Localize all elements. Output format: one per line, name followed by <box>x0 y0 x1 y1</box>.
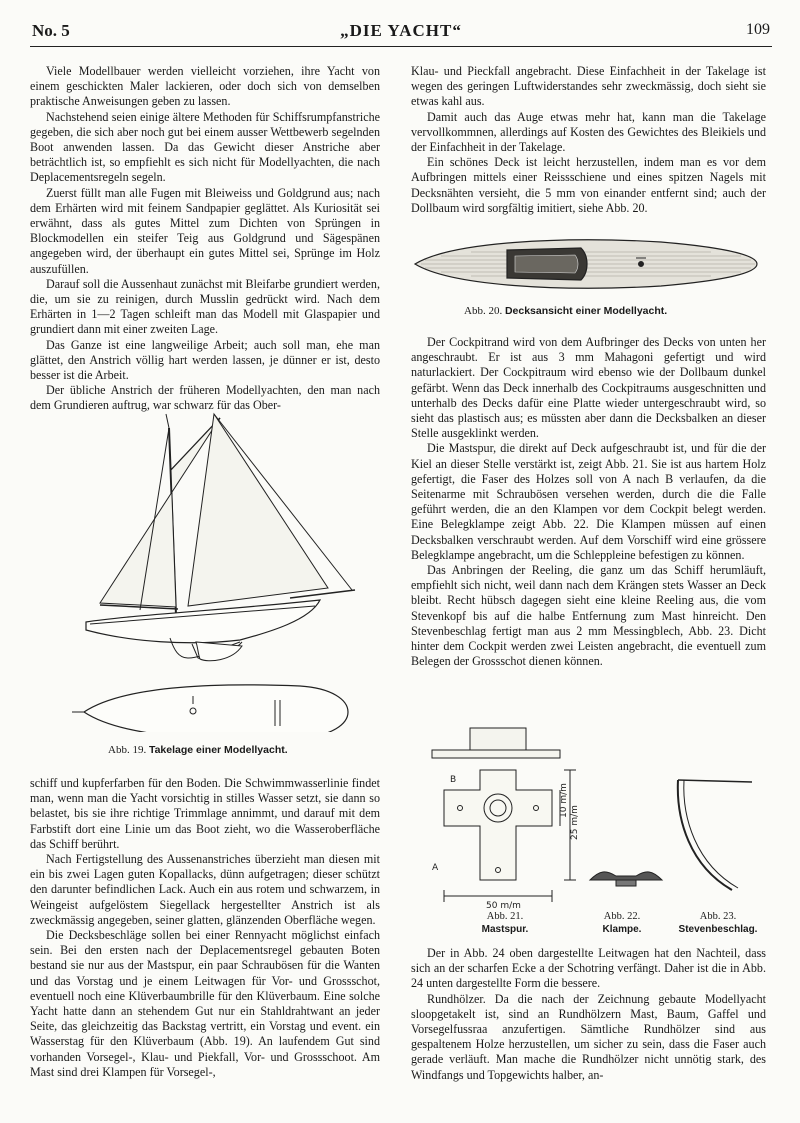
journal-title: „DIE YACHT“ <box>340 21 462 40</box>
paragraph: Die Mastspur, die direkt auf Deck aufgeschraubt ist, und für die der Kiel an dieser Stelle verstärkt ist, zeigt Abb. 21. Sie ist aus hartem Holz gefertigt, die Faser des Holzes soll von A nach B verlaufen, da die Seitenarme mit Schraubösen versehen werden, durch die die Falle geführt werden, die an den Klampen vor dem Cockpit belegt werden. Eine Belegklampe zeigt Abb. 22. Die Klampen müssen auf einen Decksbalken verschraubt werden. Auf dem Vorschiff wird eine grössere Belegklampe angebracht, um die Schleppleine befestigen zu können. <box>411 441 766 562</box>
column-right-middle <box>411 335 766 669</box>
figure-20-deck-view <box>411 228 766 298</box>
figure-number: Abb. 20. <box>464 305 503 317</box>
figure-19-sail-plan <box>70 410 370 732</box>
paragraph: Viele Modellbauer werden vielleicht vorziehen, ihre Yacht von einem geschickten Maler lackieren, oder doch sich von demselben praktische Anweisungen geben zu lassen. <box>30 64 380 109</box>
paragraph: Nachstehend seien einige ältere Methoden für Schiffsrumpfanstriche gegeben, die sich aber noch gut bei einem ausser Wettbewerb segelnden Boot anwenden lassen. Da das Gewicht dieser Anstriche aber beträchtlich ist, so empfiehlt es sich nicht für Modellyachten, die nach Deplacementsregeln segeln. <box>30 109 380 185</box>
figure-title: Klampe. <box>602 924 642 935</box>
dimension-arm: 10 m/m <box>559 783 569 818</box>
column-right-bottom <box>411 946 766 1083</box>
dimension-height: 25 m/m <box>570 805 580 840</box>
paragraph: Nach Fertigstellung des Aussenanstriches überzieht man diesen mit ein bis zwei Lagen guten Kopallacks, dünn aufgetragen; dieser schützt den darunter befindlichen Lack. Auch ein aus rotem und schwarzem, in Weingeist aufgelöstem Siegellack hergestellter Anstrich ist als zweckmässig angegeben, seiner glatten, glänzenden Oberfläche wegen. <box>30 852 380 927</box>
paragraph: Das Ganze ist eine langweilige Arbeit; auch soll man, ehe man glättet, den Anstrich völlig hart werden lassen, je dünner er ist, desto besser ist die Arbeit. <box>30 337 380 383</box>
running-header <box>30 18 772 47</box>
paragraph: schiff und kupferfarben für den Boden. Die Schwimmwasserlinie findet man, wenn man die Yacht vorsichtig in stilles Wasser setzt, sie dann so belastet, bis sie ihre richtige Trimmlage annimmt, und darauf mit dem Farbstift dort eine Linie um das Boot zieht, wo die Wasseroberfläche das Schiff berührt. <box>30 776 380 851</box>
figure-title: Stevenbeschlag. <box>678 924 758 935</box>
paragraph: Der in Abb. 24 oben dargestellte Leitwagen hat den Nachteil, dass sich an der scharfen Ecke a der Schotring verfängt. Daher ist die in Abb. 24 unten dargestellte Form die bessere. <box>411 946 766 991</box>
paragraph: Damit auch das Auge etwas mehr hat, kann man die Takelage vervollkommnen, allerdings auf Kosten des Gewichtes des Bleikiels und der Einfachheit in der Takelage. <box>411 109 766 155</box>
figure-number: Abb. 21. <box>486 911 524 922</box>
figure-number: Abb. 22. <box>603 911 641 922</box>
paragraph: Rundhölzer. Da die nach der Zeichnung gebaute Modellyacht sloopgetakelt ist, sind an Rundhölzern Mast, Baum, Gaffel und Vorsegelfussraa anzufertigen. Sämtliche Rundhölzer sind aus gespaltenem Holze herzustellen, um sicher zu sein, dass die Faser auch gerade verläuft. Man mache die Rundhölzer nicht unnötig stark, des Windfangs und Topgewichts halber, an- <box>411 991 766 1082</box>
figure-title: Takelage einer Modellyacht. <box>148 744 288 756</box>
column-right-top <box>411 64 766 216</box>
figure-20-caption <box>464 305 667 317</box>
paragraph: Klau- und Pieckfall angebracht. Diese Einfachheit in der Takelage ist wegen des geringen Luftwiderstandes sehr zweckmässig, doch sieht sie etwas kahl aus. <box>411 64 766 109</box>
paragraph: Das Anbringen der Reeling, die ganz um das Schiff herumläuft, empfiehlt sich nicht, weil dann nach dem Krängen stets Wasser an Deck bleibt. Recht hübsch dagegen sieht eine kleine Reeling aus, die vom Stevenkopf bis auf die halbe Entfernung zum Mast hinreicht. Den Stevenbeschlag fertigt man aus 2 mm Messingblech, Abb. 23. Dicht hinter dem Cockpit werden zwei Leisten angebracht, die eventuell zum Belegen der Grossschot dienen können. <box>411 563 766 669</box>
column-left-top <box>30 64 380 414</box>
paragraph: Der übliche Anstrich der früheren Modellyachten, den man nach dem Grundieren auftrug, war schwarz für das Ober- <box>30 383 380 413</box>
paragraph: Darauf soll die Aussenhaut zunächst mit Bleifarbe grundiert werden, die, um sie zu reinigen, durch Musslin gedrückt wird. Nach dem Erhärten in 1—2 Tagen schleift man das Modell mit Glaspapier und grundiert dann mit einer zweiten Lage. <box>30 276 380 337</box>
paragraph: Die Decksbeschläge sollen bei einer Rennyacht möglichst einfach sein. Bei den ersten nach der Deplacementsregel gebauten Boten bestand sie nur aus der Mastspur, ein paar Schraubösen für die Wanten und das Vorstag und je einem Leitwagen für Vor- und Grossschot, eventuell noch eine Klüverbaumbrille für den Klüverbaum. Eine solche Yacht hatte dann an stehendem Gut nur ein Stahldrahtwant an jeder Seite, das gleichzeitig das Backstag vertritt, ein Vorstag und event. ein Wasserstag für den Klüverbaum (Abb. 19). An laufendem Gut sind vorhanden Vorsegel-, Klau- und Piekfall, Vor- und Grossschoot. Am Mast sind drei Klampen für Vorsegel-, <box>30 928 380 1079</box>
paragraph: Der Cockpitrand wird von dem Aufbringer des Decks von unten her angeschraubt. Er ist aus 3 mm Mahagoni gefertigt und wird naturlackiert. Der Cockpitraum wird ebenso wie der Dollbaum dunkel gefärbt. Wenn das Deck innerhalb des Cockpitraums ausgeschnitten und unterhalb des Decks dafür eine Platte wieder untergeschraubt wird, so sieht das plastisch aus; es müssten aber dann die Decksbalken an dieser Stelle ausgeklinkt werden. <box>411 335 766 441</box>
paragraph: Zuerst füllt man alle Fugen mit Bleiweiss und Goldgrund aus; nach dem Erhärten wird mit feinem Sandpapier geglättet. Als Kuriosität sei erwähnt, dass als gutes Mittel zum Dichten von Sprüngen in Blockmodellen ein steifer Teig aus Goldgrund und Sägespänen angegeben wird, der überhaupt ein gutes Mittel sei, Sprünge im Holz auszufüllen. <box>30 185 380 276</box>
figure-number: Abb. 23. <box>699 911 737 922</box>
dimension-width: 50 m/m <box>486 901 521 910</box>
figure-number: Abb. 19. <box>108 744 147 756</box>
figure-title: Decksansicht einer Modellyacht. <box>504 305 668 317</box>
page-number: 109 <box>746 21 770 38</box>
figure-19-caption <box>108 744 288 756</box>
label-b: B <box>450 775 457 785</box>
figures-21-23 <box>420 720 780 910</box>
figure-title: Mastspur. <box>481 924 529 935</box>
figure-22-caption <box>582 910 662 936</box>
column-left-bottom <box>30 776 380 1080</box>
paragraph: Ein schönes Deck ist leicht herzustellen, indem man es vor dem Aufbringen mittels einer Reissschiene und eines spitzen Nagels mit Decksnähten versieht, die 5 mm von einander entfernt sind; auch der Dollbaum wird sorgfältig imitiert, siehe Abb. 20. <box>411 155 766 215</box>
label-a: A <box>432 863 439 873</box>
figure-21-caption <box>455 910 555 936</box>
figure-23-caption <box>668 910 768 936</box>
issue-number: No. 5 <box>32 21 70 40</box>
